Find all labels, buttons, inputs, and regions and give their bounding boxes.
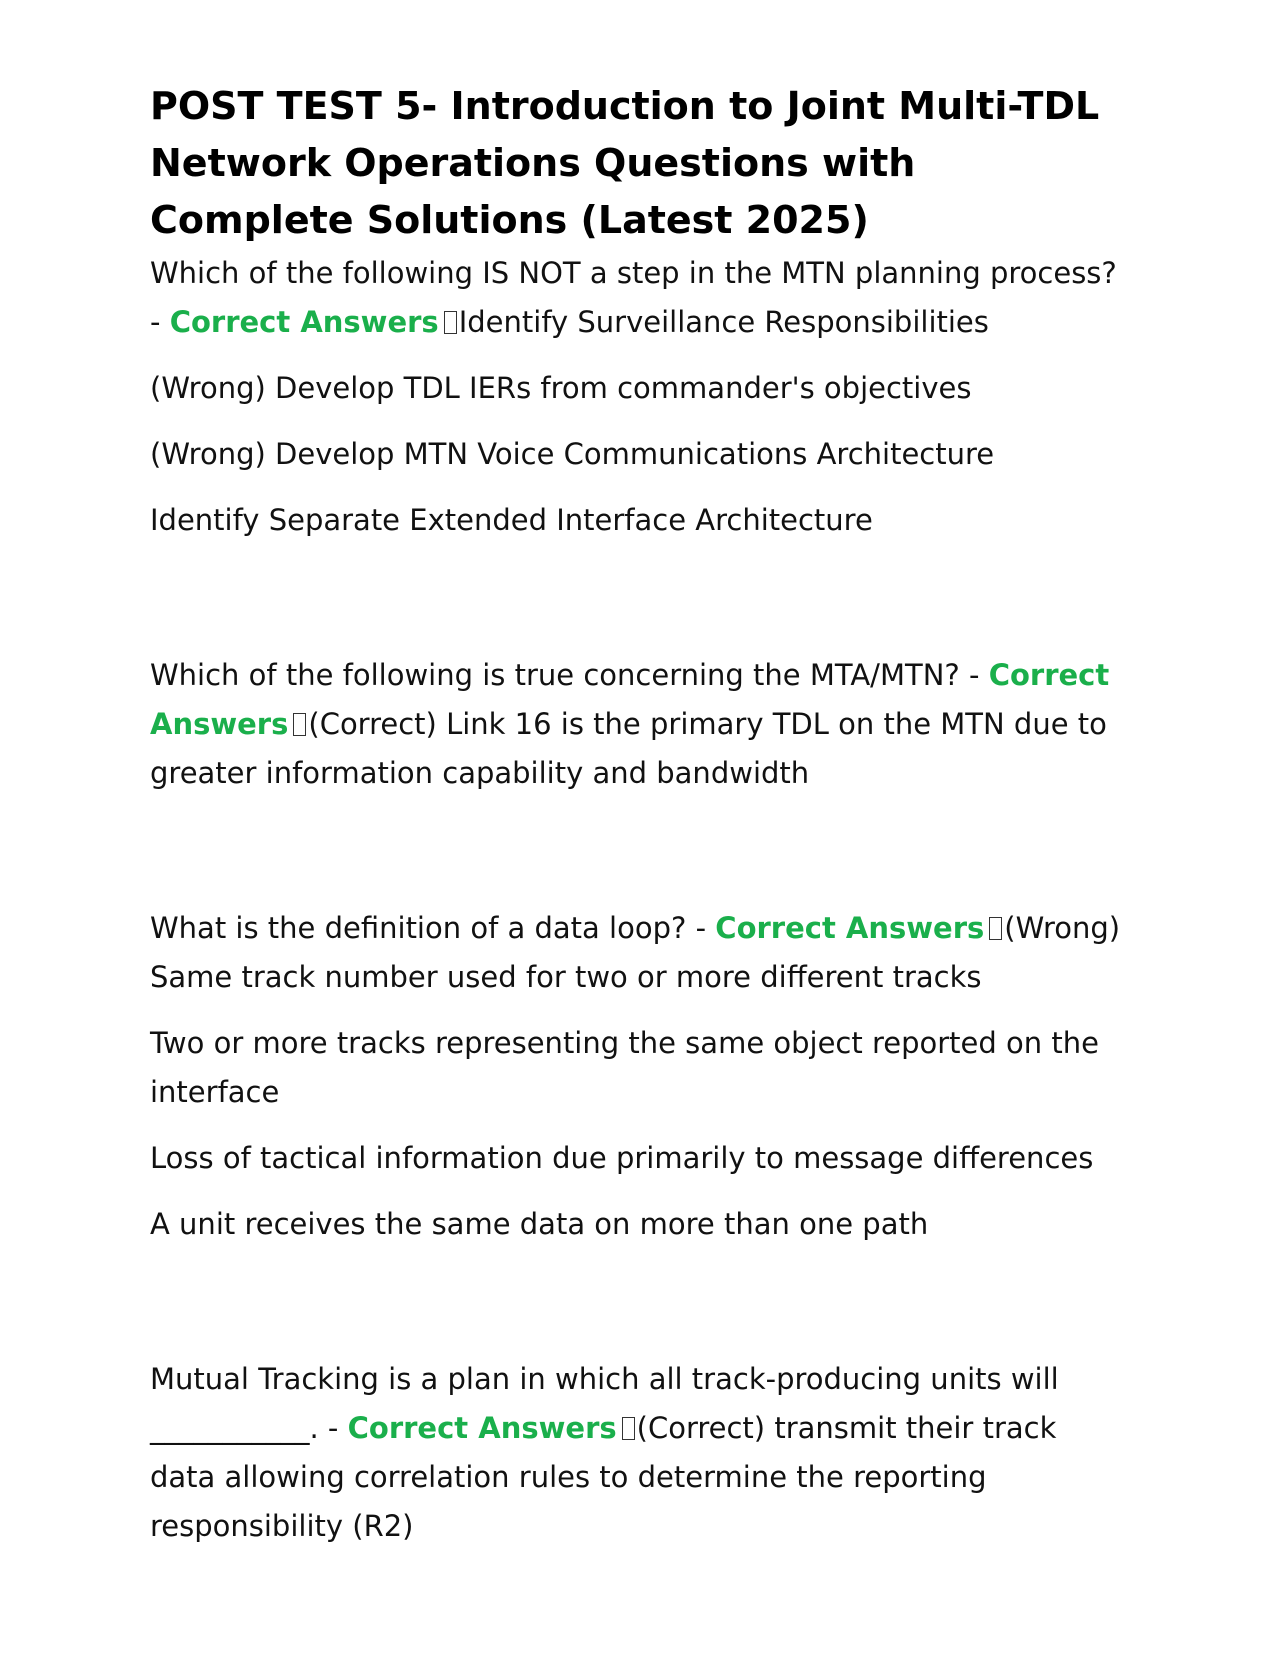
answer-option: Loss of tactical information due primarily to message differences xyxy=(150,1141,1094,1175)
correct-answers-label: Correct Answers xyxy=(715,911,985,945)
question-paragraph xyxy=(150,249,1130,347)
answer-option: A unit receives the same data on more than one path xyxy=(150,1207,929,1241)
question-prompt: Mutual Tracking is a plan in which all track-producing units will ___________. - xyxy=(150,1362,1059,1445)
answer-option: (Wrong) Develop MTN Voice Communications Architecture xyxy=(150,437,995,471)
question-paragraph xyxy=(150,651,1130,798)
answer-text: (Wrong) Same track number used for two or more different tracks xyxy=(150,911,1121,994)
document-page xyxy=(150,78,1130,1551)
question-block xyxy=(150,1355,1130,1551)
checkbox-glyph-icon xyxy=(293,713,306,736)
answer-option: Two or more tracks representing the same object reported on the interface xyxy=(150,1026,1099,1109)
question-paragraph xyxy=(150,904,1130,1002)
document-title: POST TEST 5- Introduction to Joint Multi-TDL Network Operations Questions with Complete Solutions (Latest 2025) xyxy=(150,84,1100,242)
question-block xyxy=(150,249,1130,545)
question-prompt: What is the definition of a data loop? - xyxy=(150,911,707,945)
question-prompt: Which of the following is true concerning the MTA/MTN? - xyxy=(150,658,980,692)
answer-text: (Correct) transmit their track data allowing correlation rules to determine the reporting responsibility (R2) xyxy=(150,1411,1057,1543)
answer-text: (Correct) Link 16 is the primary TDL on the MTN due to greater information capability and bandwidth xyxy=(150,707,1107,790)
question-paragraph xyxy=(150,1355,1130,1551)
checkbox-glyph-icon xyxy=(622,1417,635,1440)
question-block xyxy=(150,904,1130,1249)
answer-option: Identify Separate Extended Interface Architecture xyxy=(150,503,873,537)
answer-text: Identify Surveillance Responsibilities xyxy=(458,305,989,339)
question-prompt: Which of the following IS NOT a step in the MTN planning process? - xyxy=(150,256,1117,339)
checkbox-glyph-icon xyxy=(444,311,457,334)
answer-option: (Wrong) Develop TDL IERs from commander's objectives xyxy=(150,371,972,405)
correct-answers-label: Correct Answers xyxy=(169,305,439,339)
correct-answers-label: Correct Answers xyxy=(150,658,1110,741)
correct-answers-label: Correct Answers xyxy=(347,1411,617,1445)
question-block xyxy=(150,651,1130,798)
checkbox-glyph-icon xyxy=(989,917,1002,940)
